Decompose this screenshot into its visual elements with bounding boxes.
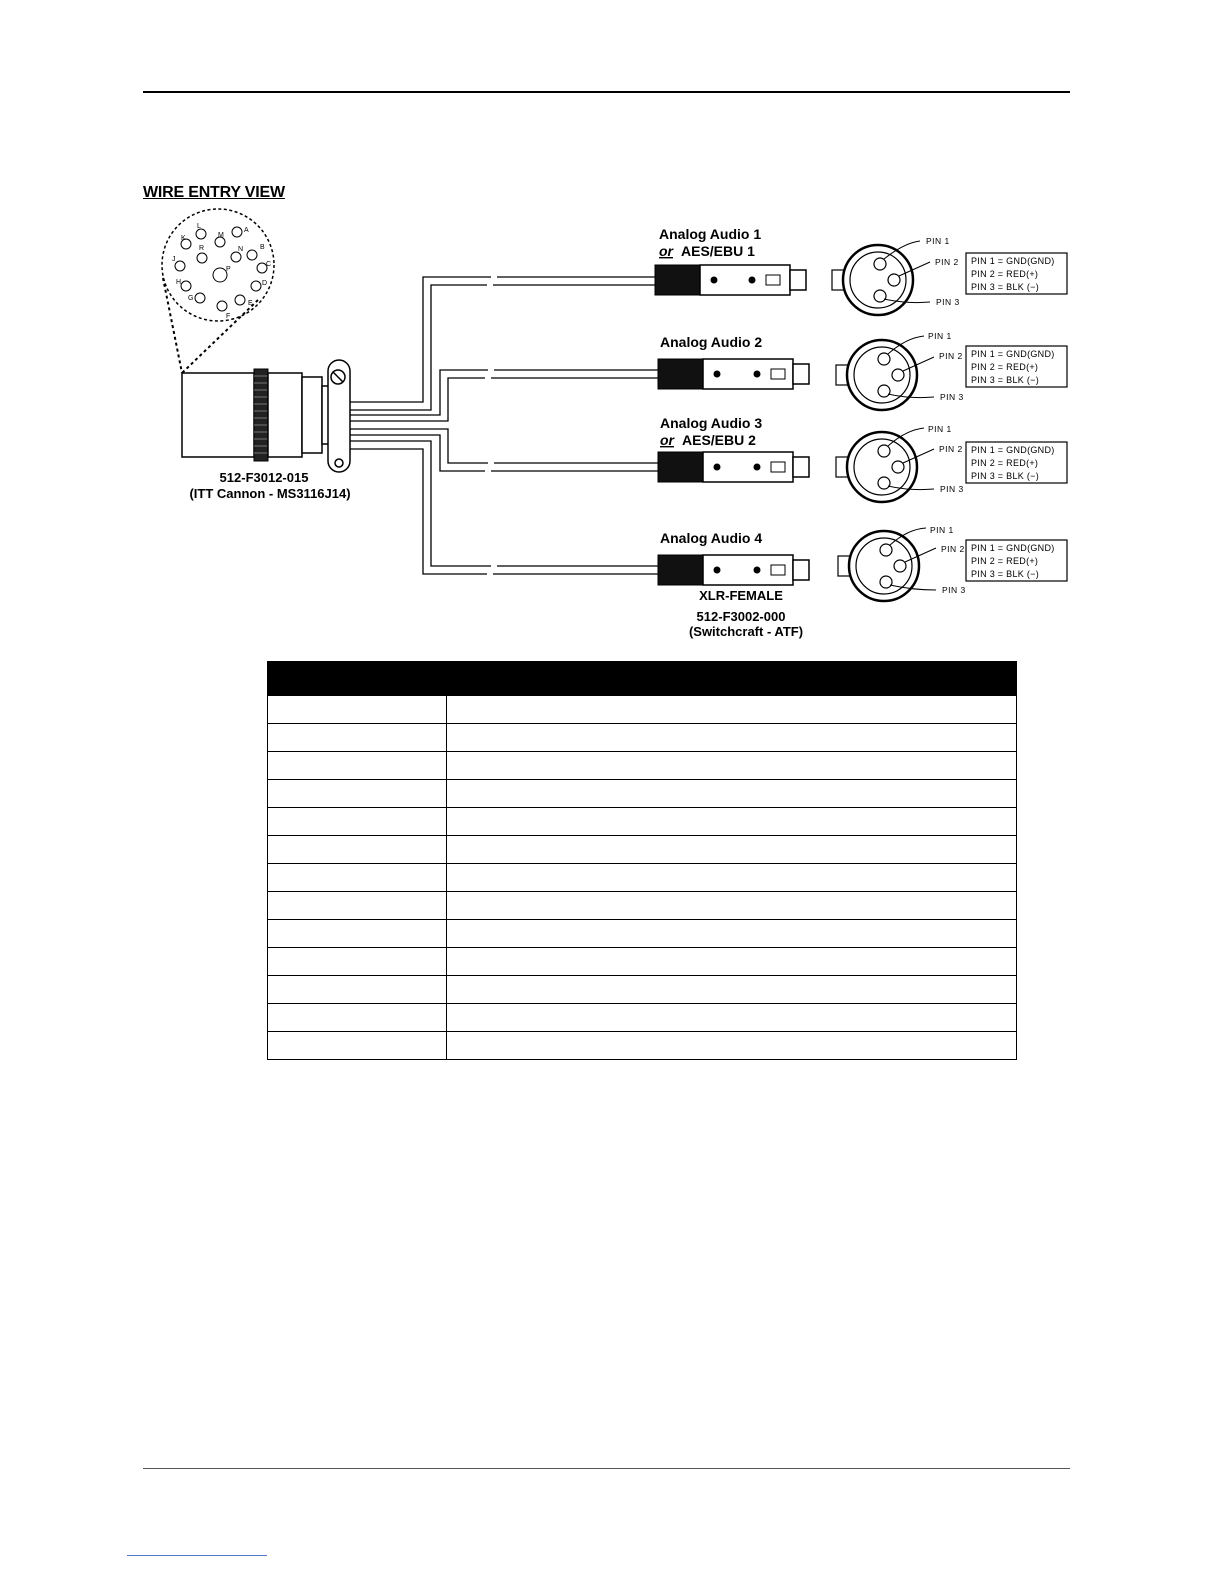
table-cell xyxy=(268,724,447,752)
pin-letter-c: C xyxy=(266,261,272,268)
table-cell xyxy=(268,752,447,780)
table-cell xyxy=(268,780,447,808)
pinout-table xyxy=(267,661,1017,1060)
table-row xyxy=(268,696,1017,724)
legend-1-pin3: PIN 3 = BLK (−) xyxy=(971,282,1040,292)
table-cell xyxy=(268,1004,447,1032)
table-cell xyxy=(268,892,447,920)
pin3-callout-2: PIN 3 xyxy=(940,392,964,402)
table-cell xyxy=(268,948,447,976)
legend-2-pin2: PIN 2 = RED(+) xyxy=(971,362,1039,372)
table-cell xyxy=(268,920,447,948)
table-cell xyxy=(447,1032,1017,1060)
table-header-row xyxy=(268,662,1017,696)
table-cell xyxy=(447,752,1017,780)
legend-3-pin1: PIN 1 = GND(GND) xyxy=(971,445,1055,455)
xlr-1-or: or xyxy=(659,243,673,259)
legend-4-pin3: PIN 3 = BLK (−) xyxy=(971,569,1040,579)
table-cell xyxy=(268,808,447,836)
table-row xyxy=(268,808,1017,836)
table-cell xyxy=(268,836,447,864)
table-row xyxy=(268,752,1017,780)
pin1-callout-1: PIN 1 xyxy=(926,236,950,246)
table-cell xyxy=(447,696,1017,724)
xlr-description: (Switchcraft - ATF) xyxy=(688,624,804,639)
xlr-face-1 xyxy=(832,241,930,315)
xlr-plug-4 xyxy=(658,555,809,585)
pin-letter-k: K xyxy=(181,235,186,242)
pin-letter-g: G xyxy=(188,295,194,302)
table-cell xyxy=(447,836,1017,864)
pin-letter-r: R xyxy=(199,245,205,252)
pin-letter-l: L xyxy=(197,223,201,230)
pin3-callout-1: PIN 3 xyxy=(936,297,960,307)
pin-letter-n: N xyxy=(238,246,244,253)
footnote-separator xyxy=(127,1555,267,1556)
pin-letter-e: E xyxy=(248,300,253,307)
xlr-type-label: XLR-FEMALE xyxy=(699,588,783,603)
pin-letter-h: H xyxy=(176,279,182,286)
table-cell xyxy=(268,696,447,724)
xlr-4-title: Analog Audio 4 xyxy=(660,530,763,546)
xlr-2-title: Analog Audio 2 xyxy=(660,334,763,350)
table-row xyxy=(268,1004,1017,1032)
xlr-plug-1 xyxy=(655,265,806,295)
table-cell xyxy=(268,976,447,1004)
table-cell xyxy=(268,1032,447,1060)
pin2-callout-2: PIN 2 xyxy=(939,351,963,361)
table-row xyxy=(268,1032,1017,1060)
xlr-1-title-alt: AES/EBU 1 xyxy=(681,243,755,259)
xlr-3-or: or xyxy=(660,432,674,448)
legend-2-pin1: PIN 1 = GND(GND) xyxy=(971,349,1055,359)
section-title: WIRE ENTRY VIEW xyxy=(143,184,285,201)
table-cell xyxy=(447,808,1017,836)
footer-rule xyxy=(143,1468,1070,1469)
pin-letter-b: B xyxy=(260,244,265,251)
xlr-plug-2 xyxy=(658,359,809,389)
pin2-callout-1: PIN 2 xyxy=(935,257,959,267)
table-row xyxy=(268,864,1017,892)
circular-description: (ITT Cannon - MS3116J14) xyxy=(189,486,351,501)
legend-4-pin2: PIN 2 = RED(+) xyxy=(971,556,1039,566)
table-row xyxy=(268,724,1017,752)
legend-3-pin3: PIN 3 = BLK (−) xyxy=(971,471,1040,481)
table-cell xyxy=(447,724,1017,752)
pin2-callout-4: PIN 2 xyxy=(941,544,965,554)
xlr-plug-3 xyxy=(658,452,809,482)
pin3-callout-4: PIN 3 xyxy=(942,585,966,595)
table-cell xyxy=(268,864,447,892)
xlr-face-3 xyxy=(836,428,934,502)
pin-letter-p: P xyxy=(226,266,231,273)
table-cell xyxy=(447,864,1017,892)
table-cell xyxy=(447,920,1017,948)
pin-letter-m: M xyxy=(218,232,224,239)
pin2-callout-3: PIN 2 xyxy=(939,444,963,454)
pin1-callout-4: PIN 1 xyxy=(930,525,954,535)
xlr-3-title-alt: AES/EBU 2 xyxy=(682,432,756,448)
pin3-callout-3: PIN 3 xyxy=(940,484,964,494)
legend-1-pin1: PIN 1 = GND(GND) xyxy=(971,256,1055,266)
xlr-1-title: Analog Audio 1 xyxy=(659,226,762,242)
table-row xyxy=(268,948,1017,976)
pin-letter-a: A xyxy=(244,227,249,234)
legend-3-pin2: PIN 2 = RED(+) xyxy=(971,458,1039,468)
table-header-cell xyxy=(268,662,447,696)
table-cell xyxy=(447,780,1017,808)
xlr-face-4 xyxy=(838,528,936,601)
table-cell xyxy=(447,976,1017,1004)
circular-part-number: 512-F3012-015 xyxy=(219,470,309,485)
xlr-3-title: Analog Audio 3 xyxy=(660,415,763,431)
connector-face xyxy=(162,209,274,373)
wiring-diagram xyxy=(0,0,1224,660)
table-cell xyxy=(447,892,1017,920)
table-row xyxy=(268,920,1017,948)
pin1-callout-3: PIN 1 xyxy=(928,424,952,434)
pin-letter-f: F xyxy=(226,313,231,320)
pin1-callout-2: PIN 1 xyxy=(928,331,952,341)
pin-letter-d: D xyxy=(262,280,268,287)
table-row xyxy=(268,780,1017,808)
legend-1-pin2: PIN 2 = RED(+) xyxy=(971,269,1039,279)
table-cell xyxy=(447,1004,1017,1032)
table-row xyxy=(268,976,1017,1004)
table-row xyxy=(268,892,1017,920)
cables xyxy=(350,277,658,574)
legend-2-pin3: PIN 3 = BLK (−) xyxy=(971,375,1040,385)
table-row xyxy=(268,836,1017,864)
table-header-cell xyxy=(447,662,1017,696)
pin-letter-j: J xyxy=(172,256,176,263)
legend-4-pin1: PIN 1 = GND(GND) xyxy=(971,543,1055,553)
xlr-face-2 xyxy=(836,336,934,410)
table-cell xyxy=(447,948,1017,976)
connector-body xyxy=(182,360,350,472)
xlr-part-number: 512-F3002-000 xyxy=(696,609,786,624)
